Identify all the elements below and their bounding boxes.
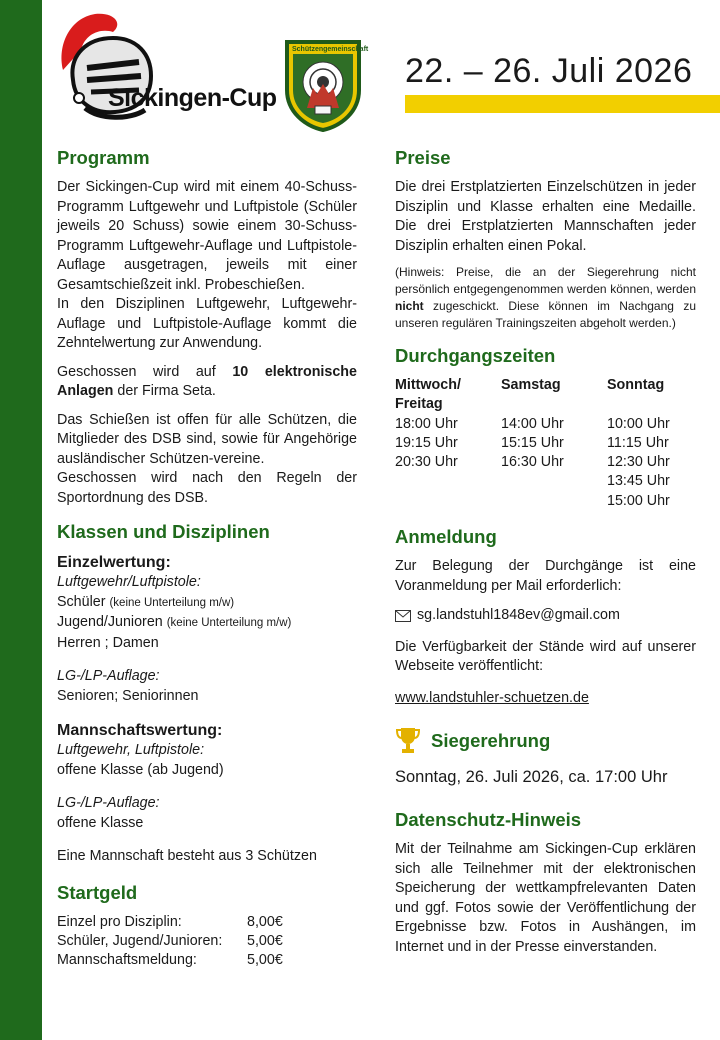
klassen-heading: Klassen und Disziplinen bbox=[57, 521, 270, 542]
website-link[interactable]: www.landstuhler-schuetzen.de bbox=[395, 689, 589, 706]
offene-klasse-jugend: offene Klasse (ab Jugend) bbox=[57, 761, 224, 778]
durchgang-table bbox=[395, 376, 696, 511]
date-yellow-bar bbox=[405, 95, 720, 113]
table-row bbox=[57, 913, 283, 932]
table-row bbox=[395, 453, 696, 472]
trophy-icon bbox=[395, 726, 421, 756]
datenschutz-text: Mit der Teilnahme am Sickingen-Cup erklären sich alle Teilnehmer mit der elektronischen Speicherung der wettkampfrelevanten Daten und ggf. Fotos sowie der Veröffentlichung der Ergebnisse bzw. Fotos in Aushängen, im Internet und in der Presse einverstanden. bbox=[395, 841, 696, 955]
anmeldung-text-2: Die Verfügbarkeit der Stände wird auf unserer Webseite veröffentlicht: bbox=[395, 638, 696, 675]
schueler-class: Schüler (keine Unterteilung m/w) bbox=[57, 593, 235, 610]
mannschaft-auflage-label: LG-/LP-Auflage: bbox=[57, 795, 160, 811]
time-cell: 12:30 Uhr bbox=[607, 454, 670, 471]
datenschutz-heading: Datenschutz-Hinweis bbox=[395, 809, 582, 831]
fee-label: Einzel pro Disziplin: bbox=[57, 913, 182, 930]
envelope-icon bbox=[395, 610, 411, 622]
logo-title: Sickingen-Cup bbox=[108, 84, 277, 112]
time-cell: 15:00 Uhr bbox=[607, 492, 670, 509]
time-cell: 20:30 Uhr bbox=[395, 454, 458, 471]
email-row[interactable] bbox=[395, 606, 696, 626]
logo-area bbox=[55, 10, 375, 135]
left-green-bar bbox=[0, 0, 42, 1040]
fee-label: Mannschaftsmeldung: bbox=[57, 951, 197, 968]
herren-class: Herren ; Damen bbox=[57, 634, 159, 651]
email-address[interactable]: sg.landstuhl1848ev@gmail.com bbox=[417, 607, 620, 624]
time-cell bbox=[501, 472, 607, 491]
time-cell: 18:00 Uhr bbox=[395, 415, 458, 432]
time-cell: 15:15 Uhr bbox=[501, 434, 564, 451]
table-header-row bbox=[395, 376, 696, 415]
siegerehrung-title-row bbox=[395, 726, 696, 756]
col-header-samstag: Samstag bbox=[501, 377, 561, 393]
siegerehrung-heading: Siegerehrung bbox=[431, 730, 551, 752]
anlagen-bold: 10 elektronische Anlagen bbox=[57, 363, 357, 399]
einzel-lg-lp-label: Luftgewehr/Luftpistole: bbox=[57, 574, 201, 590]
col-header-sonntag: Sonntag bbox=[607, 377, 665, 393]
mannschaftswertung-heading: Mannschaftswertung: bbox=[57, 722, 223, 739]
time-cell: 13:45 Uhr bbox=[607, 473, 670, 490]
fee-label: Schüler, Jugend/Junioren: bbox=[57, 932, 223, 949]
table-row bbox=[395, 434, 696, 453]
senioren-class: Senioren; Seniorinnen bbox=[57, 687, 199, 704]
durchgang-heading: Durchgangszeiten bbox=[395, 345, 556, 366]
einzel-auflage-label: LG-/LP-Auflage: bbox=[57, 668, 160, 684]
table-row bbox=[395, 492, 696, 511]
siegerehrung-time: Sonntag, 26. Juli 2026, ca. 17:00 Uhr bbox=[395, 768, 668, 787]
event-date: 22. – 26. Juli 2026 bbox=[405, 52, 693, 90]
time-cell: 19:15 Uhr bbox=[395, 434, 458, 451]
time-cell: 16:30 Uhr bbox=[501, 454, 564, 471]
programm-text-3: Geschossen wird auf 10 elektronische Anlagen der Firma Seta. bbox=[57, 363, 357, 399]
offene-klasse: offene Klasse bbox=[57, 814, 144, 831]
programm-heading: Programm bbox=[57, 147, 150, 168]
fee-price: 8,00€ bbox=[247, 913, 283, 930]
preise-heading: Preise bbox=[395, 147, 451, 168]
jugend-class: Jugend/Junioren (keine Unterteilung m/w) bbox=[57, 614, 292, 630]
programm-text-4: Das Schießen ist offen für alle Schützen, die Mitglieder des DSB sind, sowie für Angehörige ausländischer Schützen-vereine. bbox=[57, 411, 357, 467]
nicht-bold: nicht bbox=[395, 299, 424, 313]
col-header-mittwoch: Mittwoch/ Freitag bbox=[395, 377, 461, 413]
time-cell: 11:15 Uhr bbox=[607, 434, 669, 451]
left-column bbox=[57, 146, 357, 970]
programm-text-5: Geschossen wird nach den Regeln der Sportordnung des DSB. bbox=[57, 470, 357, 506]
table-row bbox=[57, 932, 283, 951]
preise-text: Die drei Erstplatzierten Einzelschützen in jeder Disziplin und Klasse erhalten eine Medaille. Die drei Erstplatzierten Mannschaften jeder Disziplin erhalten einen Pokal. bbox=[395, 179, 696, 254]
startgeld-table bbox=[57, 913, 283, 970]
anmeldung-heading: Anmeldung bbox=[395, 526, 497, 548]
anmeldung-text: Zur Belegung der Durchgänge ist eine Voranmeldung per Mail erforderlich: bbox=[395, 558, 696, 594]
fee-price: 5,00€ bbox=[247, 932, 283, 949]
mannschaft-lg-lp-label: Luftgewehr, Luftpistole: bbox=[57, 742, 205, 758]
table-row bbox=[395, 415, 696, 434]
table-row bbox=[57, 951, 283, 970]
programm-text-2: In den Disziplinen Luftgewehr, Luftgewehr-Auflage und Luftpistole-Auflage kommt die Zehntelwertung zur Anwendung. bbox=[57, 296, 357, 351]
programm-text-1: Der Sickingen-Cup wird mit einem 40-Schuss-Programm Luftgewehr und Luftpistole (Schüler jeweils 20 Schuss) sowie einem 30-Schuss-Programm Luftgewehr-Auflage und Luftpistole-Auflage ausgetragen, jeweils mit einer Gesamtschießzeit inkl. Probeschießen. bbox=[57, 179, 357, 293]
fee-price: 5,00€ bbox=[247, 951, 283, 968]
right-column bbox=[395, 146, 696, 957]
preise-note: (Hinweis: Preise, die an der Siegerehrung nicht persönlich entgegengenommen werden können, werden nicht zugeschickt. Diese können im Nachgang zu unseren regulären Trainingszeiten abgeholt werden.) bbox=[395, 265, 696, 330]
time-cell bbox=[395, 492, 501, 511]
time-cell bbox=[501, 492, 607, 511]
table-row bbox=[395, 472, 696, 491]
time-cell: 14:00 Uhr bbox=[501, 415, 564, 432]
shield-badge-text: Schützengemeinschaft bbox=[292, 46, 369, 53]
team-size-note: Eine Mannschaft besteht aus 3 Schützen bbox=[57, 848, 317, 864]
time-cell: 10:00 Uhr bbox=[607, 415, 670, 432]
time-cell bbox=[395, 472, 501, 491]
startgeld-heading: Startgeld bbox=[57, 881, 138, 903]
einzelwertung-heading: Einzelwertung: bbox=[57, 554, 171, 571]
